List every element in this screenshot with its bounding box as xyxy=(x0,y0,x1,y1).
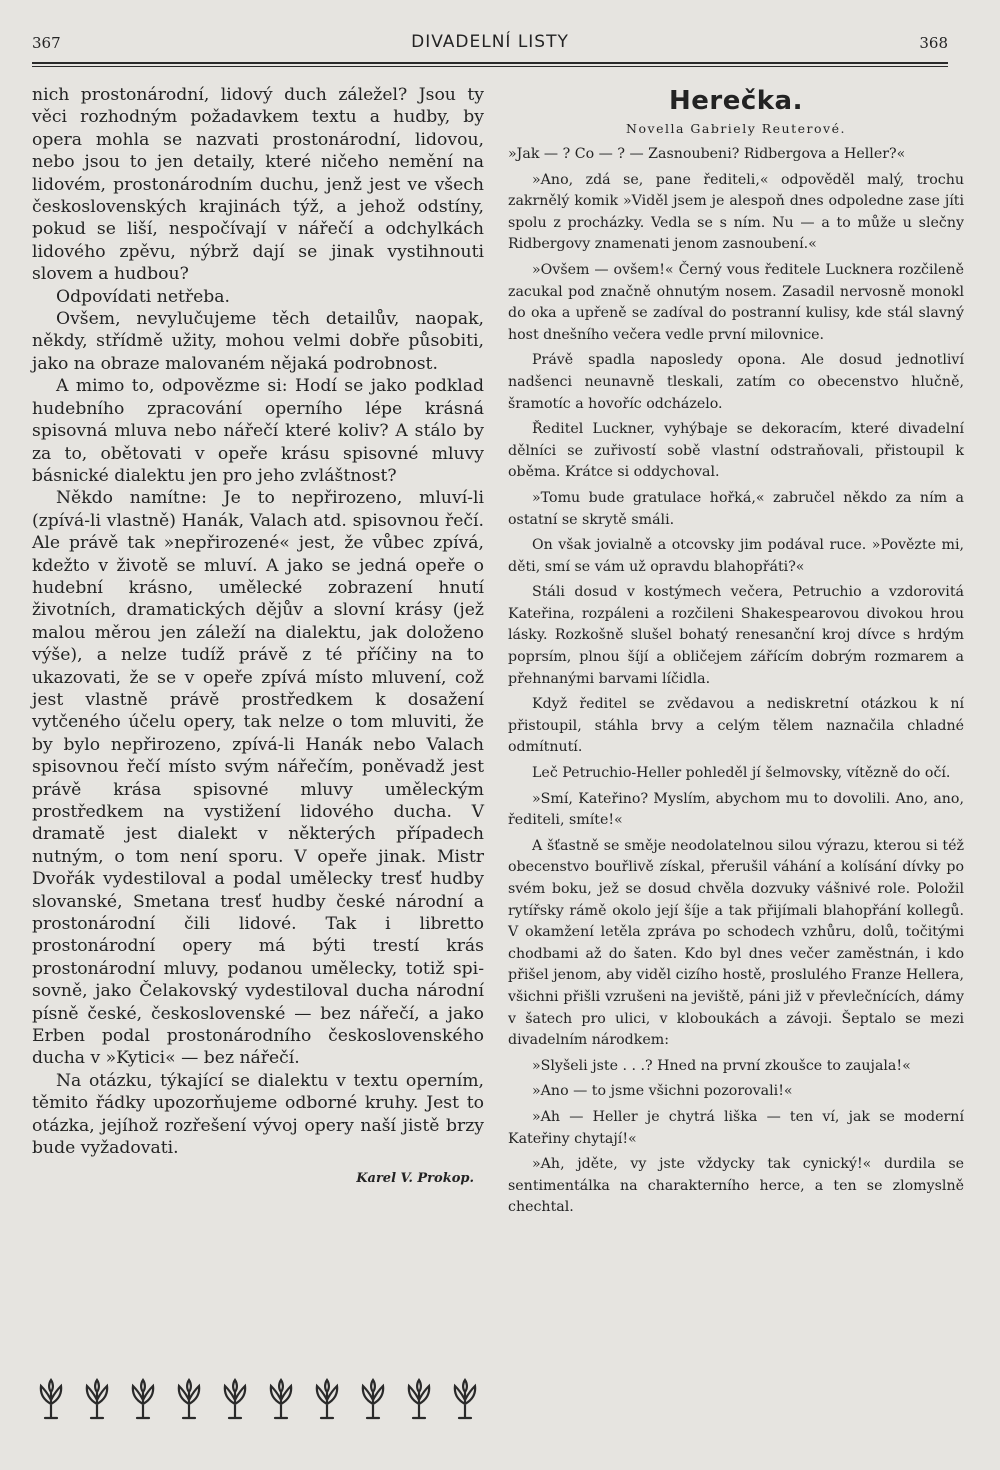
paragraph: Odpovídati netřeba. xyxy=(56,286,231,307)
paragraph: On však jovialně a otcovsky jim podával ruce. »Povězte mi, děti, smí se vám už opravdu blahopřáti?« xyxy=(508,537,964,575)
story-title: Herečka. xyxy=(669,86,803,116)
paragraph: nich prostonárodní, lidový duch záležel? Jsou ty věci rozhodným požadavkem textu a hudby, by opera mohla se nazvati prostonárodní, lidovou, nebo jsou to jen detaily, které ničeho nemění na lidovém, prostonárodním duchu, jenž jest ve všech československých krajinách týž, a jehož odstíny, pokud se liší, nespočívají v nářečí a odchylkách lidového zpěvu, nýbrž dají se jinak vystihnouti slovem a hudbou? xyxy=(32,85,484,285)
page-number-right: 368 xyxy=(919,34,948,52)
fleuron-icon xyxy=(128,1378,158,1420)
fleuron-icon xyxy=(358,1378,388,1420)
paragraph: A mimo to, odpovězme si: Hodí se jako podklad hudebního zpracování operního lépe krásná spisovná mluva nebo nářečí které koliv? A stálo by za to, obětovati v opeře krásu spisovné mluvy básnické dialektu jen pro jeho zvláštnost? xyxy=(32,376,484,486)
paragraph: Stáli dosud v kostýmech večera, Petruchio a vzdorovitá Kateřina, rozpáleni a rozčileni Shakespearovou divokou hrou lásky. Rozkošně slušel bohatý renesanční kroj dívce s hrdým poprsím, plnou šíjí a obličejem zářícím dobrým rozmarem a přehnanými barvami líčidla. xyxy=(508,584,964,687)
header-rule-thin xyxy=(32,66,948,67)
fleuron-icon xyxy=(36,1378,66,1420)
paragraph: »Smí, Kateřino? Myslím, abychom mu to dovolili. Ano, ano, řediteli, smíte!« xyxy=(508,790,964,829)
fleuron-icon xyxy=(312,1378,342,1420)
running-title: DIVADELNÍ LISTY xyxy=(411,32,569,52)
paragraph: Ovšem, nevylučujeme těch detailův, naopak, někdy, střídmě užity, mohou velmi dobře působiti, jako na obraze malovaném nějaká podrobnost. xyxy=(32,309,484,374)
running-header xyxy=(32,32,948,62)
fleuron-icon xyxy=(174,1378,204,1420)
paragraph: Někdo namítne: Je to nepřirozeno, mluví-li (zpívá-li vlastně) Hanák, Valach atd. spisovnou řečí. Ale právě tak »nepřirozené« jest, že vůbec zpívá, kdežto v životě se mluví. A jako se jedná opeře o hudební krásno, umělecké zobrazení hnutí životních, dramatických dějův a slovní krásy (jež malou měrou jen záleží na dialektu, jak doloženo výše), a nelze tudíž právě z té příčiny na to ukazovati, že se v opeře zpívá místo mluvení, což jest vlastně právě prostředkem k dosažení vytčeného účelu opery, tak nelze o tom mluviti, že by bylo nepřirozeno, zpívá-li Hanák nebo Valach spisovnou řečí místo svým nářečím, poněvadž jest právě krása spisovné mluvy uměleckým prostředkem na vystižení lidového ducha. V dramatě jest dialekt v některých případech nutným, o tom není sporu. V opeře jinak. Mistr Dvořák vydestiloval a podal umělecky tresť hudby slovanské, Smetana tresť hudby české národní a prostonárodní čili lidové. Tak i libretto prostonárodní opery má býti trestí krás prostonárodní mluvy, podanou umělecky, totiž spisovně, jako Čelakovský vydestiloval ducha národní písně české, československé — bez nářečí, a jako Erben podal prostonárodního československého ducha v »Kytici« — bez nářečí. xyxy=(32,488,484,1069)
paragraph: »Ano, zdá se, pane řediteli,« odpověděl malý, trochu zakrnělý komik »Viděl jsem je alespoň dnes odpoledne zase jíti spolu z procházky. Vedla se s ním. Nu — a to může u slečny Ridbergovy znamenati jenom zasnoubení.« xyxy=(508,171,964,253)
paragraph: »Ano — to jsme všichni pozorovali!« xyxy=(532,1083,793,1100)
fleuron-icon xyxy=(220,1378,250,1420)
author-signature: Karel V. Prokop. xyxy=(356,1170,474,1186)
left-column-article xyxy=(32,84,484,1190)
paragraph: Na otázku, týkající se dialektu v textu operním, těmito řádky upozorňujeme odborné kruhy. Jest to otázka, jejíhož rozřešení vývoj opery naší jistě brzy bude vyžadovati. xyxy=(32,1070,484,1159)
fleuron-icon xyxy=(82,1378,112,1420)
fleuron-icon xyxy=(266,1378,296,1420)
page-number-left: 367 xyxy=(32,34,61,52)
story-subtitle: Novella Gabriely Reuterové. xyxy=(626,121,846,136)
right-column-story xyxy=(508,84,964,1223)
paragraph: »Ah — Heller je chytrá liška — ten ví, jak se moderní Kateřiny chytají!« xyxy=(508,1108,964,1147)
paragraph: »Slyšeli jste . . .? Hned na první zkoušce to zaujala!« xyxy=(532,1057,911,1074)
header-rule-thick xyxy=(32,62,948,64)
paragraph: Ředitel Luckner, vyhýbaje se dekoracím, které divadelní dělníci se zuřivostí sobě vlastní odstraňovali, přistoupil k oběma. Krátce si oddychoval. xyxy=(508,421,964,481)
paragraph: »Jak — ? Co — ? — Zasnoubeni? Ridbergova a Heller?« xyxy=(508,146,906,162)
paragraph: Když ředitel se zvědavou a nediskretní otázkou k ní přistoupil, stáhla brvy a celým tělem naznačila chladné odmítnutí. xyxy=(508,696,964,756)
paragraph: A šťastně se směje neodolatelnou silou výrazu, kterou si též obecenstvo bouřlivě získal, přerušil váhání a kolísání dívky po svém boku, jež se dosud chvěla dozvuky vášnivé role. Položil rytířsky rámě okolo její šíje a tak přijímali blahopřání kollegů. V okamžení letěla zpráva po schodech vzhůru, dolů, točitými chodbami až do šaten. Kdo byl dnes večer zaměstnán, i kdo přišel jenom, aby viděl cizího hostě, proslulého Franze Hellera, všichni přišli vzrušeni na jeviště, páni již v převlečnících, dámy v šatech pro ulici, v kloboukách a závoji. Šeptalo se mezi divadelním národkem: xyxy=(508,837,964,1049)
paragraph: »Tomu bude gratulace hořká,« zabručel někdo za ním a ostatní se skrytě smáli. xyxy=(508,489,964,528)
paragraph: Právě spadla naposledy opona. Ale dosud jednotliví nadšenci neunavně tleskali, zatím co obecenstvo hlučně, šramotíc a hovoříc odcházelo. xyxy=(508,352,964,412)
ornament-row xyxy=(32,1378,484,1420)
paragraph: »Ah, jděte, vy jste vždycky tak cynický!« durdila se sentimentálka na charakterního herce, a ten se zlomyslně chechtal. xyxy=(508,1156,964,1216)
paragraph: »Ovšem — ovšem!« Černý vous ředitele Lucknera rozčileně zacukal pod značně ohnutým nosem. Zasadil nervosně monokl do oka a upřeně se zadíval do postranní kulisy, kde stál slavný host dnešního večera vedle první milovnice. xyxy=(508,261,964,343)
paragraph: Leč Petruchio-Heller pohleděl jí šelmovsky, vítězně do očí. xyxy=(532,765,951,782)
fleuron-icon xyxy=(450,1378,480,1420)
fleuron-icon xyxy=(404,1378,434,1420)
